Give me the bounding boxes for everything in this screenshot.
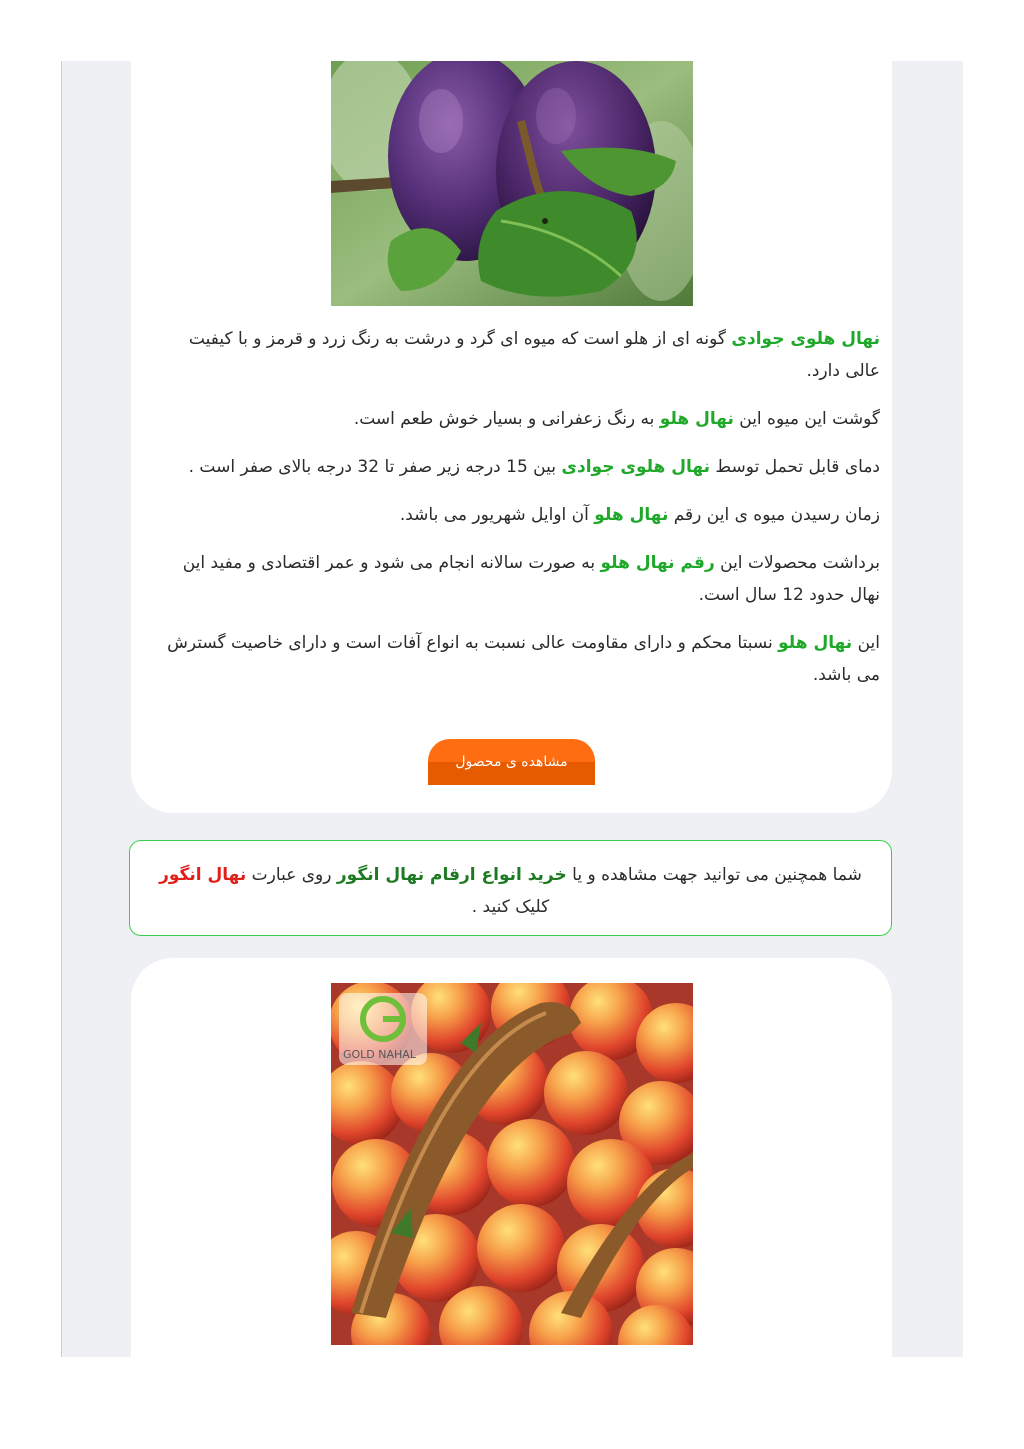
description-paragraph	[153, 323, 880, 387]
paragraph-text: گوشت این میوه این	[733, 409, 880, 429]
product-card-peach-basket	[131, 958, 892, 1357]
paragraph-text: بین 15 درجه زیر صفر تا 32 درجه بالای صفر است .	[188, 457, 562, 477]
description-paragraph	[153, 451, 880, 483]
buy-grape-varieties-link[interactable]: خرید انواع ارقام نهال انگور	[336, 865, 567, 885]
paragraph-text: برداشت محصولات این	[714, 553, 880, 573]
keyword-link-peach-seedling[interactable]: نهال هلو	[778, 633, 853, 653]
paragraph-text: دمای قابل تحمل توسط	[710, 457, 880, 477]
description-paragraph	[153, 499, 880, 531]
paragraph-text: نسبتا محکم و دارای مقاومت عالی نسبت به انواع آفات است و دارای خاصیت گسترش می باشد.	[167, 633, 880, 685]
description-paragraph	[153, 403, 880, 435]
grape-seedling-notice	[129, 840, 892, 936]
keyword-link-javadi-peach[interactable]: نهال هلوی جوادی	[561, 457, 710, 477]
keyword-link-peach-seedling[interactable]: نهال هلو	[659, 409, 734, 429]
keyword-link-javadi-peach[interactable]: نهال هلوی جوادی	[731, 329, 880, 349]
product-card-javadi-peach	[131, 61, 892, 813]
product-description	[153, 323, 880, 707]
grape-seedling-link[interactable]: نهال انگور	[159, 865, 247, 885]
view-product-button[interactable]: مشاهده ی محصول	[428, 739, 595, 785]
notice-text: کلیک کنید .	[471, 897, 550, 917]
description-paragraph	[153, 627, 880, 691]
keyword-link-peach-variety[interactable]: رقم نهال هلو	[600, 553, 715, 573]
description-paragraph	[153, 547, 880, 611]
paragraph-text: زمان رسیدن میوه ی این رقم	[668, 505, 880, 525]
notice-text: شما همچنین می توانید جهت مشاهده و یا	[566, 865, 862, 885]
notice-text: روی عبارت	[246, 865, 337, 885]
paragraph-text: به رنگ زعفرانی و بسیار خوش طعم است.	[353, 409, 660, 429]
keyword-link-peach-seedling[interactable]: نهال هلو	[594, 505, 669, 525]
paragraph-text: گونه ای از هلو است که میوه ای گرد و درشت به رنگ زرد و قرمز و با کیفیت عالی دارد.	[188, 329, 880, 381]
peach-basket-photo	[331, 983, 693, 1345]
javadi-peach-photo	[331, 61, 693, 306]
paragraph-text: آن اوایل شهریور می باشد.	[399, 505, 595, 525]
gold-nahal-watermark: GOLD NAHAL	[343, 1048, 416, 1061]
paragraph-text: این	[852, 633, 880, 653]
paragraph-text: به صورت سالانه انجام می شود و عمر اقتصادی و مفید این نهال حدود 12 سال است.	[182, 553, 880, 605]
